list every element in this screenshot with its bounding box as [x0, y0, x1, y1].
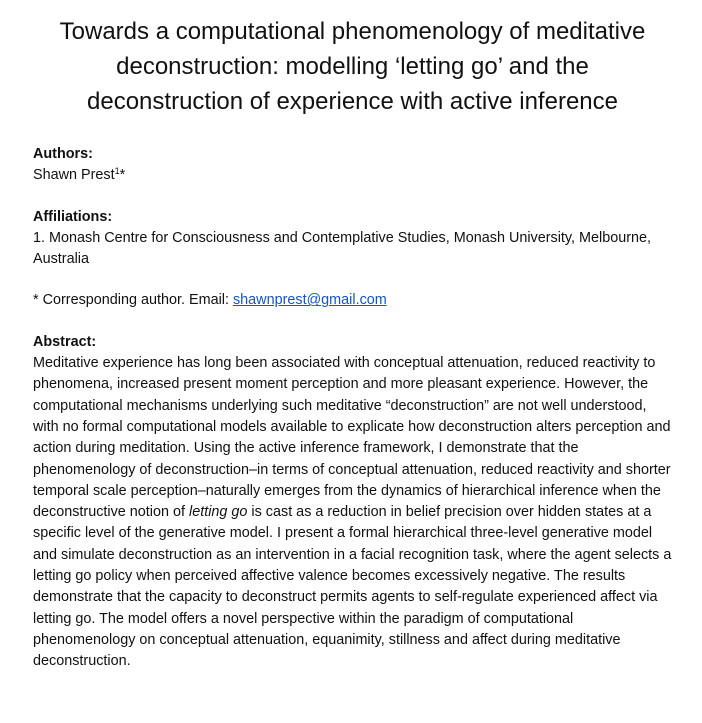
affiliation-item: 1. Monash Centre for Consciousness and Contemplative Studies, Monash University, Melbourne, Australia: [33, 229, 652, 268]
author-line: [33, 165, 672, 186]
author-affiliation-sup: 1: [114, 166, 120, 177]
email-link[interactable]: shawnprest@gmail.com: [232, 292, 387, 309]
abstract-label: Abstract:: [33, 333, 97, 350]
affiliations-section: [33, 207, 672, 271]
authors-section: [33, 144, 672, 187]
corresponding-asterisk: *: [119, 167, 126, 184]
authors-label: Authors:: [33, 146, 93, 162]
abstract-section: [33, 332, 672, 673]
affiliations-label: Affiliations:: [33, 208, 113, 225]
abstract-text-part1: Meditative experience has long been associated with conceptual attenuation, reduced reactivity to phenomena, increased present moment perception and more pleasant experience. However, the computational mechanisms underlying such meditative “deconstruction” are not well understood, with no formal computational models available to explicate how deconstruction alters perception and action during meditation. Using the active inference framework, I demonstrate that the phenomenology of deconstruction–in terms of conceptual attenuation, reduced reactivity and shorter temporal scale perception–naturally emerges from the dynamics of hierarchical inference when the deconstructive notion of: [33, 355, 671, 521]
corresponding-prefix: * Corresponding author. Email:: [33, 292, 229, 309]
abstract-text: [33, 353, 672, 672]
corresponding-author-line: [33, 290, 672, 311]
author-name: Shawn Prest: [33, 167, 115, 184]
paper-title: Towards a computational phenomenology of meditative deconstruction: modelling ‘letting go’ and the deconstruction of experience with active inference: [59, 18, 646, 115]
abstract-text-part2: is cast as a reduction in belief precision over hidden states at a specific level of the generative model. I present a formal hierarchical three-level generative model and simulate deconstruction as an intervention in a facial recognition task, where the agent selects a letting go policy when perceived affective valence becomes excessively negative. The results demonstrate that the capacity to deconstruct permits agents to self-regulate experienced affect via letting go. The model offers a novel perspective within the paradigm of computational phenomenology on conceptual attenuation, equanimity, stillness and affect during meditative deconstruction.: [33, 504, 672, 670]
abstract-emphasis: letting go: [189, 504, 248, 521]
